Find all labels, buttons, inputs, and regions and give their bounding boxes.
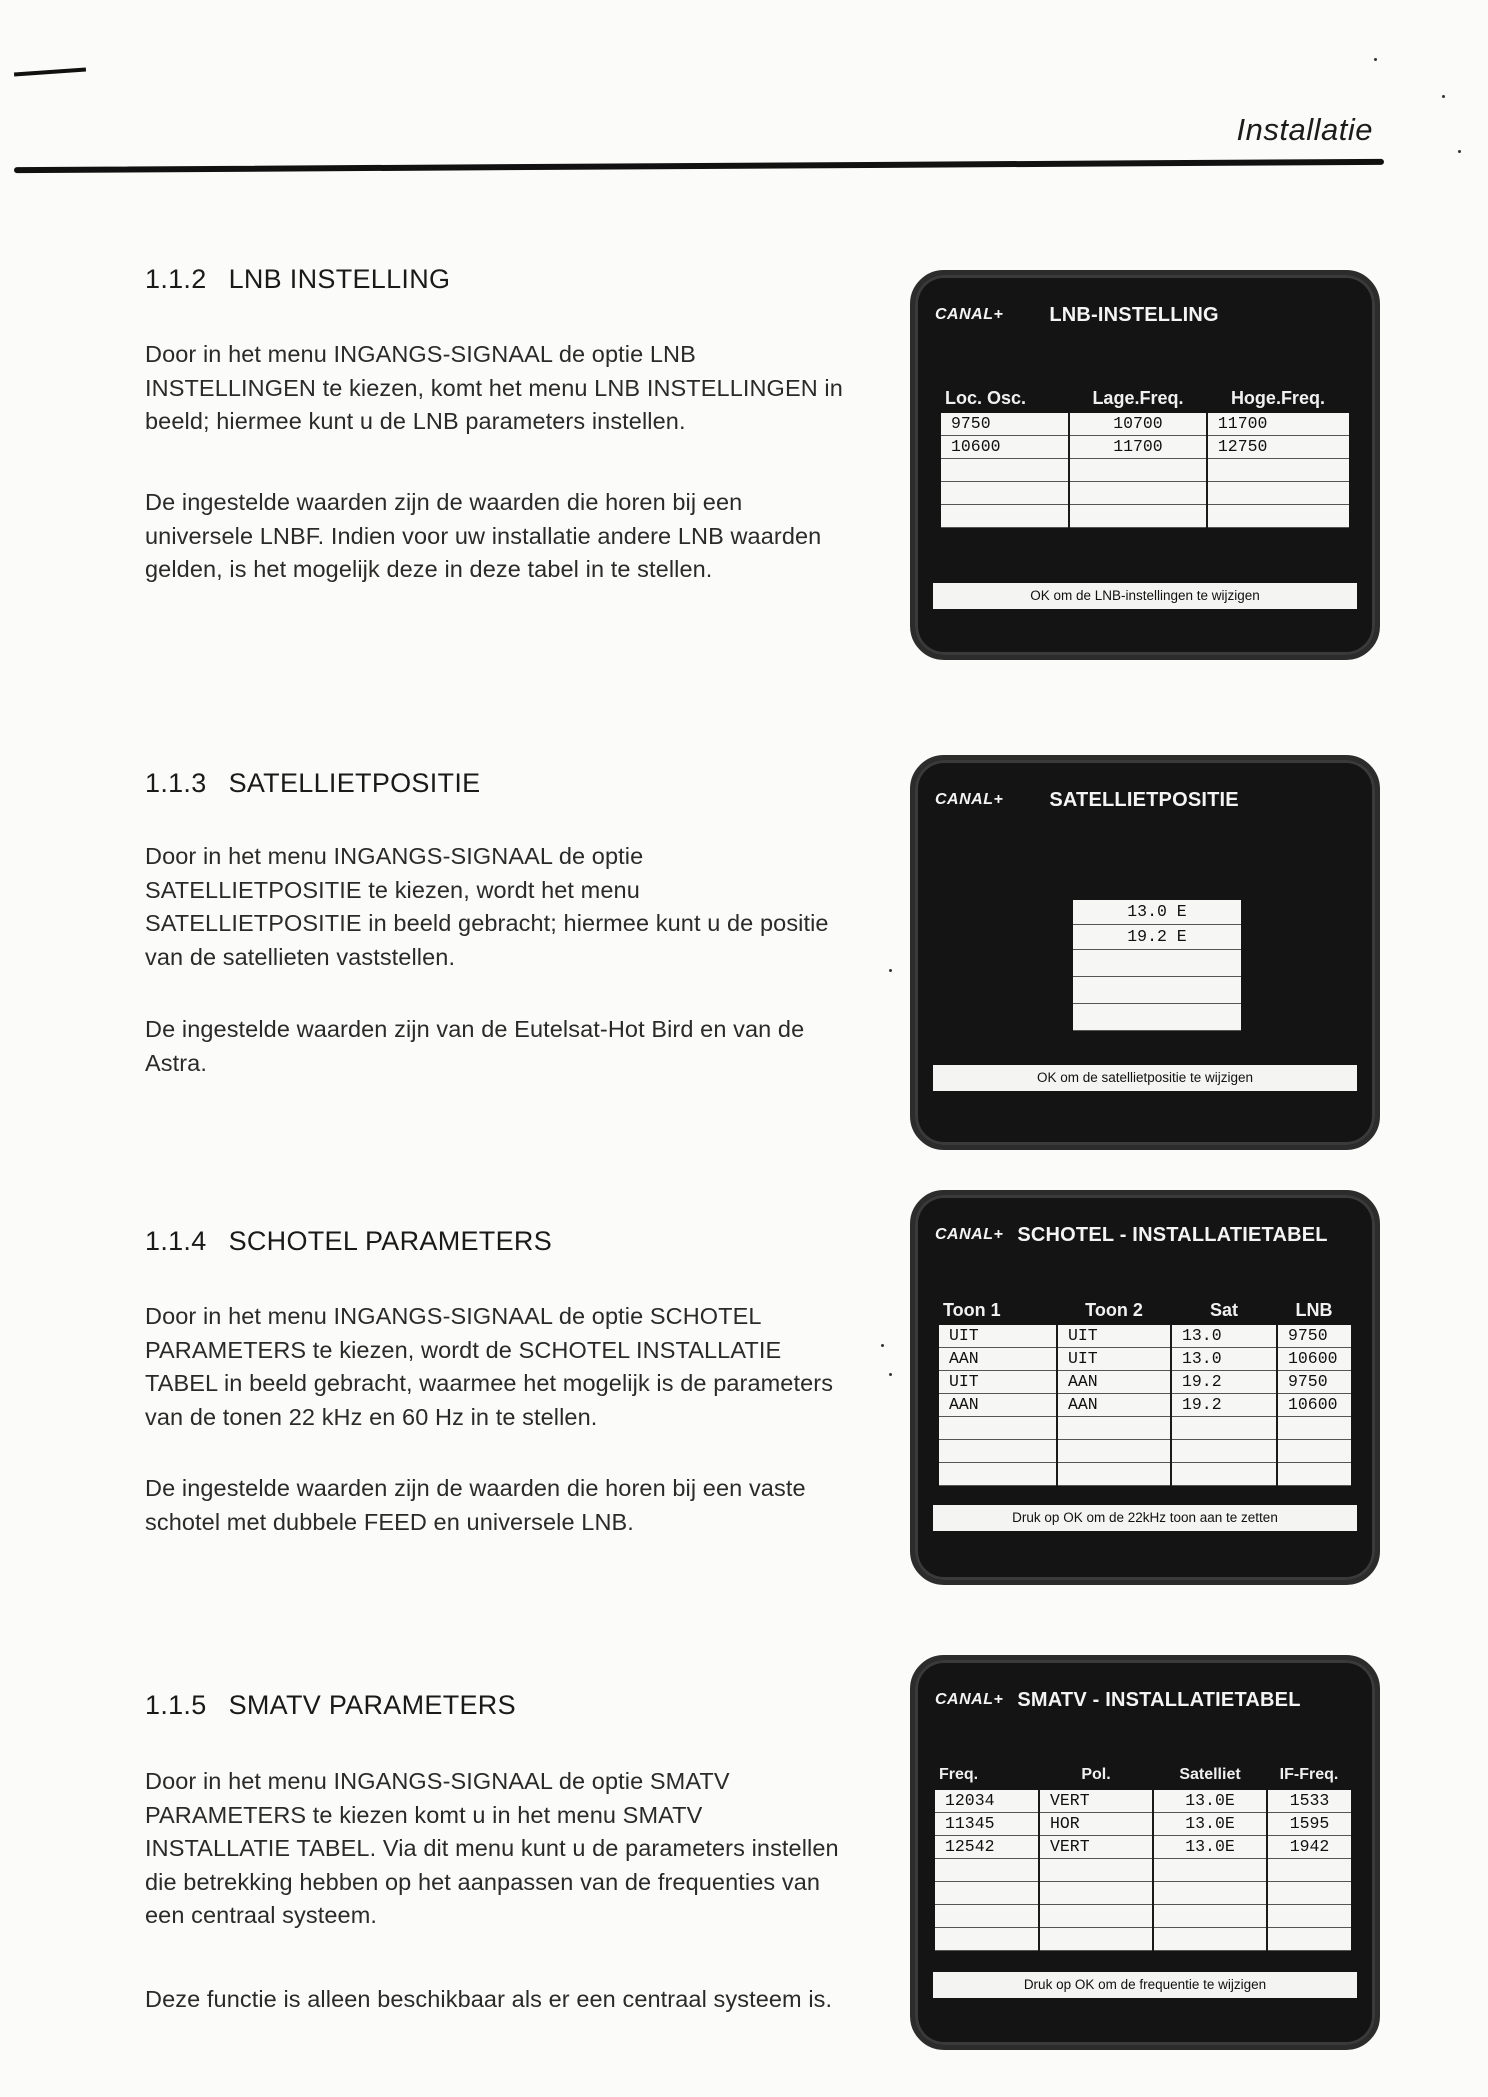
table-cell bbox=[1267, 1905, 1351, 1928]
column-header: Pol. bbox=[1039, 1760, 1153, 1790]
section-title: SATELLIETPOSITIE bbox=[228, 768, 481, 798]
table-cell: 1595 bbox=[1267, 1813, 1351, 1836]
table-cell: 13.0E bbox=[1153, 1790, 1267, 1813]
column-header: Toon 1 bbox=[939, 1295, 1057, 1325]
smatv-installation-screen bbox=[910, 1655, 1380, 2050]
table-row bbox=[935, 1928, 1351, 1951]
canal-plus-logo: CANAL+ bbox=[935, 1691, 1004, 1708]
canal-plus-logo: CANAL+ bbox=[935, 306, 1004, 323]
table-cell: 12034 bbox=[935, 1790, 1039, 1813]
table-cell bbox=[1277, 1440, 1351, 1463]
column-header: Toon 2 bbox=[1057, 1295, 1171, 1325]
table-cell: 9750 bbox=[1277, 1371, 1351, 1394]
section-title: SMATV PARAMETERS bbox=[228, 1690, 516, 1720]
screen-footer: OK om de satellietpositie te wijzigen bbox=[933, 1065, 1357, 1091]
table-cell: UIT bbox=[1057, 1325, 1171, 1348]
table-cell bbox=[939, 1417, 1057, 1440]
section-paragraph: Door in het menu INGANGS-SIGNAAL de optie SMATV PARAMETERS te kiezen komt u in het menu SMATV INSTALLATIE TABEL. Via dit menu kunt u de parameters instellen die betrekking hebben op het aanpassen van de frequenties van een centraal systeem. bbox=[145, 1768, 839, 1928]
dish-installation-screen bbox=[910, 1190, 1380, 1585]
table-cell: AAN bbox=[939, 1394, 1057, 1417]
column-header: IF-Freq. bbox=[1267, 1760, 1351, 1790]
screen-header bbox=[935, 1209, 1355, 1261]
table-cell bbox=[1057, 1417, 1171, 1440]
section-heading bbox=[145, 1226, 552, 1257]
screen-title: LNB-INSTELLING bbox=[1049, 303, 1219, 326]
column-header: Hoge.Freq. bbox=[1207, 383, 1349, 413]
table-row bbox=[939, 1325, 1351, 1348]
table-cell bbox=[1277, 1417, 1351, 1440]
column-header: Sat bbox=[1171, 1295, 1277, 1325]
screen-title: SCHOTEL - INSTALLATIETABEL bbox=[1017, 1223, 1328, 1246]
table-cell bbox=[1153, 1859, 1267, 1882]
section-heading bbox=[145, 264, 450, 295]
table-cell: 9750 bbox=[1277, 1325, 1351, 1348]
column-header: Lage.Freq. bbox=[1069, 383, 1207, 413]
screen-header bbox=[935, 1674, 1355, 1726]
section-paragraph: De ingestelde waarden zijn van de Eutelsat-Hot Bird en van de Astra. bbox=[145, 1016, 805, 1076]
page-header-title: Installatie bbox=[1236, 112, 1373, 147]
scan-mark bbox=[14, 67, 86, 76]
table-row bbox=[935, 1790, 1351, 1813]
table-cell bbox=[935, 1905, 1039, 1928]
table-cell: 10600 bbox=[1277, 1394, 1351, 1417]
table-row bbox=[941, 505, 1349, 528]
table-cell: 13.0 E bbox=[1073, 900, 1241, 925]
scan-speck bbox=[1442, 95, 1445, 98]
table-row bbox=[1073, 977, 1241, 1004]
table-cell: 9750 bbox=[941, 413, 1069, 436]
table-cell bbox=[935, 1859, 1039, 1882]
screen-title: SATELLIETPOSITIE bbox=[1049, 788, 1239, 811]
table-cell: 1942 bbox=[1267, 1836, 1351, 1859]
smatv-installation-table bbox=[935, 1760, 1351, 1951]
table-cell: UIT bbox=[939, 1325, 1057, 1348]
table-cell: 11345 bbox=[935, 1813, 1039, 1836]
lnb-screen bbox=[910, 270, 1380, 660]
column-header: Loc. Osc. bbox=[941, 383, 1069, 413]
screen-title: SMATV - INSTALLATIETABEL bbox=[1017, 1688, 1301, 1711]
table-cell: UIT bbox=[939, 1371, 1057, 1394]
table-cell bbox=[1057, 1463, 1171, 1486]
column-header: Freq. bbox=[935, 1760, 1039, 1790]
table-row bbox=[941, 436, 1349, 459]
table-row bbox=[935, 1882, 1351, 1905]
table-cell bbox=[1069, 459, 1207, 482]
section-heading bbox=[145, 1690, 516, 1721]
table-cell: 13.0 bbox=[1171, 1325, 1277, 1348]
table-cell: 12542 bbox=[935, 1836, 1039, 1859]
section-paragraph: De ingestelde waarden zijn de waarden die horen bij een vaste schotel met dubbele FEED en universele LNB. bbox=[145, 1475, 806, 1535]
satellite-position-table bbox=[1073, 900, 1241, 1031]
canal-plus-logo: CANAL+ bbox=[935, 791, 1004, 808]
table-cell bbox=[1153, 1905, 1267, 1928]
table-cell bbox=[1153, 1928, 1267, 1951]
table-cell bbox=[1069, 482, 1207, 505]
column-header: Satelliet bbox=[1153, 1760, 1267, 1790]
table-row bbox=[1073, 925, 1241, 950]
scan-speck bbox=[881, 1344, 884, 1347]
table-cell bbox=[935, 1928, 1039, 1951]
table-cell bbox=[1039, 1859, 1153, 1882]
table-cell bbox=[1267, 1882, 1351, 1905]
table-cell: 11700 bbox=[1207, 413, 1349, 436]
table-row bbox=[935, 1836, 1351, 1859]
table-cell: 12750 bbox=[1207, 436, 1349, 459]
table-cell: 19.2 E bbox=[1073, 925, 1241, 950]
table-cell bbox=[1267, 1928, 1351, 1951]
screen-footer: OK om de LNB-instellingen te wijzigen bbox=[933, 583, 1357, 609]
scan-speck bbox=[1374, 58, 1377, 61]
section-number: 1.1.2 bbox=[145, 264, 207, 294]
table-cell bbox=[1039, 1928, 1153, 1951]
table-cell bbox=[1039, 1882, 1153, 1905]
section-paragraph: Door in het menu INGANGS-SIGNAAL de optie LNB INSTELLINGEN te kiezen, komt het menu LNB INSTELLINGEN in beeld; hiermee kunt u de LNB parameters instellen. bbox=[145, 341, 843, 434]
table-cell bbox=[1207, 482, 1349, 505]
table-cell: 13.0E bbox=[1153, 1836, 1267, 1859]
table-row bbox=[1073, 950, 1241, 977]
table-row bbox=[939, 1394, 1351, 1417]
table-cell bbox=[941, 482, 1069, 505]
scan-speck bbox=[1458, 150, 1461, 153]
table-row bbox=[939, 1463, 1351, 1486]
table-cell bbox=[1171, 1440, 1277, 1463]
table-cell: AAN bbox=[939, 1348, 1057, 1371]
screen-header bbox=[935, 774, 1355, 826]
table-cell bbox=[941, 459, 1069, 482]
table-cell: AAN bbox=[1057, 1371, 1171, 1394]
section-title: SCHOTEL PARAMETERS bbox=[228, 1226, 553, 1256]
section-paragraph: Door in het menu INGANGS-SIGNAAL de optie SCHOTEL PARAMETERS te kiezen, wordt de SCHOTEL INSTALLATIE TABEL in beeld gebracht, waarmee het mogelijk is de parameters van de tonen 22 kHz en 60 Hz in te stellen. bbox=[145, 1303, 834, 1430]
table-row bbox=[941, 413, 1349, 436]
table-cell: AAN bbox=[1057, 1394, 1171, 1417]
table-cell bbox=[1069, 505, 1207, 528]
table-cell: 10700 bbox=[1069, 413, 1207, 436]
section-paragraph: Door in het menu INGANGS-SIGNAAL de optie SATELLIETPOSITIE te kiezen, wordt het menu SATELLIETPOSITIE in beeld gebracht; hiermee kunt u de positie van de satellieten vaststellen. bbox=[145, 843, 829, 970]
table-row bbox=[1073, 900, 1241, 925]
table-row bbox=[935, 1905, 1351, 1928]
table-cell: 10600 bbox=[1277, 1348, 1351, 1371]
section-number: 1.1.5 bbox=[145, 1690, 207, 1720]
scan-speck bbox=[889, 1373, 892, 1376]
table-cell: 13.0E bbox=[1153, 1813, 1267, 1836]
section-title: LNB INSTELLING bbox=[228, 264, 451, 294]
table-cell: 10600 bbox=[941, 436, 1069, 459]
section-heading bbox=[145, 768, 480, 799]
table-row bbox=[939, 1440, 1351, 1463]
table-row bbox=[941, 459, 1349, 482]
header-rule bbox=[14, 159, 1384, 173]
table-cell bbox=[1267, 1859, 1351, 1882]
table-cell bbox=[935, 1882, 1039, 1905]
dish-installation-table bbox=[939, 1295, 1351, 1486]
section-number: 1.1.4 bbox=[145, 1226, 207, 1256]
table-cell bbox=[1207, 505, 1349, 528]
table-row bbox=[939, 1417, 1351, 1440]
table-cell bbox=[1057, 1440, 1171, 1463]
table-cell bbox=[1039, 1905, 1153, 1928]
section-number: 1.1.3 bbox=[145, 768, 207, 798]
section-paragraph: De ingestelde waarden zijn de waarden die horen bij een universele LNBF. Indien voor uw installatie andere LNB waarden gelden, is het mogelijk deze in deze tabel in te stellen. bbox=[145, 489, 822, 582]
table-row bbox=[939, 1371, 1351, 1394]
table-cell: 19.2 bbox=[1171, 1394, 1277, 1417]
table-row bbox=[939, 1348, 1351, 1371]
table-cell bbox=[1171, 1463, 1277, 1486]
table-cell bbox=[1277, 1463, 1351, 1486]
table-cell: VERT bbox=[1039, 1790, 1153, 1813]
table-row bbox=[935, 1859, 1351, 1882]
section-paragraph: Deze functie is alleen beschikbaar als er een centraal systeem is. bbox=[145, 1986, 833, 2012]
table-cell: 19.2 bbox=[1171, 1371, 1277, 1394]
canal-plus-logo: CANAL+ bbox=[935, 1226, 1004, 1243]
table-cell: VERT bbox=[1039, 1836, 1153, 1859]
screen-header bbox=[935, 289, 1355, 341]
table-cell: UIT bbox=[1057, 1348, 1171, 1371]
table-cell bbox=[1153, 1882, 1267, 1905]
table-cell: 11700 bbox=[1069, 436, 1207, 459]
screen-footer: Druk op OK om de frequentie te wijzigen bbox=[933, 1972, 1357, 1998]
table-cell: 13.0 bbox=[1171, 1348, 1277, 1371]
table-row bbox=[941, 482, 1349, 505]
satellite-position-screen bbox=[910, 755, 1380, 1150]
scan-speck bbox=[889, 969, 892, 972]
screen-footer: Druk op OK om de 22kHz toon aan te zetten bbox=[933, 1505, 1357, 1531]
table-cell bbox=[1207, 459, 1349, 482]
lnb-table bbox=[941, 383, 1349, 528]
table-row bbox=[1073, 1004, 1241, 1031]
table-cell: HOR bbox=[1039, 1813, 1153, 1836]
table-cell bbox=[939, 1463, 1057, 1486]
table-row bbox=[935, 1813, 1351, 1836]
table-cell bbox=[1171, 1417, 1277, 1440]
table-cell bbox=[1073, 1004, 1241, 1031]
table-cell bbox=[939, 1440, 1057, 1463]
column-header: LNB bbox=[1277, 1295, 1351, 1325]
table-cell: 1533 bbox=[1267, 1790, 1351, 1813]
table-cell bbox=[941, 505, 1069, 528]
table-cell bbox=[1073, 950, 1241, 977]
table-cell bbox=[1073, 977, 1241, 1004]
